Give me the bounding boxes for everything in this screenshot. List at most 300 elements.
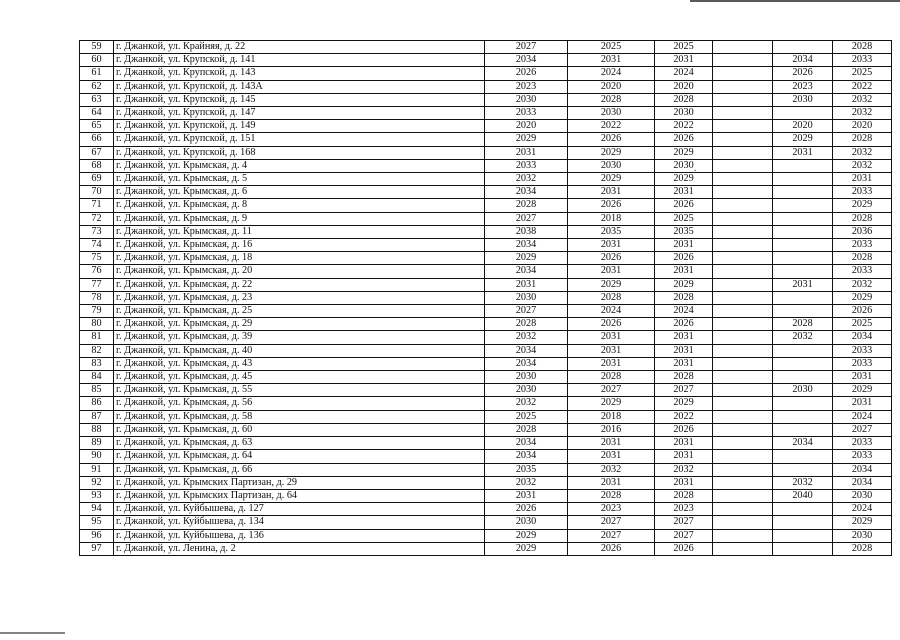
year-cell-5 [773,239,833,252]
year-cell-2: 2020 [568,80,655,93]
year-cell-5 [773,450,833,463]
year-cell-1: 2029 [485,542,568,555]
blank-cell [713,344,773,357]
year-cell-1: 2027 [485,305,568,318]
year-cell-5: 2026 [773,67,833,80]
year-cell-5 [773,503,833,516]
table-row [80,212,892,225]
row-number-cell: 97 [80,542,114,555]
table-row [80,371,892,384]
table-row [80,159,892,172]
year-cell-3: 2022 [655,120,713,133]
row-number-cell: 77 [80,278,114,291]
year-cell-5 [773,291,833,304]
row-number-cell: 67 [80,146,114,159]
row-number-cell: 73 [80,225,114,238]
address-cell: г. Джанкой, ул. Крымская, д. 16 [114,239,485,252]
year-cell-5: 2034 [773,437,833,450]
year-cell-6: 2034 [833,463,892,476]
year-cell-3: 2031 [655,331,713,344]
year-cell-2: 2027 [568,384,655,397]
year-cell-1: 2027 [485,41,568,54]
table-row [80,239,892,252]
year-cell-3: 2024 [655,67,713,80]
year-cell-3: 2031 [655,186,713,199]
year-cell-6: 2033 [833,357,892,370]
blank-cell [713,410,773,423]
year-cell-2: 2023 [568,503,655,516]
table-row [80,384,892,397]
year-cell-1: 2030 [485,291,568,304]
address-cell: г. Джанкой, ул. Крымская, д. 63 [114,437,485,450]
blank-cell [713,54,773,67]
year-cell-3: 2028 [655,291,713,304]
blank-cell [713,252,773,265]
blank-cell [713,146,773,159]
year-cell-2: 2026 [568,199,655,212]
year-cell-1: 2033 [485,107,568,120]
table-row [80,133,892,146]
blank-cell [713,41,773,54]
table-row [80,529,892,542]
year-cell-3: 2029 [655,173,713,186]
year-cell-1: 2033 [485,159,568,172]
year-cell-5 [773,410,833,423]
year-cell-6: 2033 [833,437,892,450]
year-cell-2: 2016 [568,423,655,436]
year-cell-2: 2031 [568,450,655,463]
row-number-cell: 75 [80,252,114,265]
year-cell-5 [773,159,833,172]
address-cell: г. Джанкой, ул. Крымская, д. 39 [114,331,485,344]
year-cell-6: 2029 [833,384,892,397]
blank-cell [713,516,773,529]
table-row [80,318,892,331]
blank-cell [713,371,773,384]
year-cell-6: 2030 [833,489,892,502]
year-cell-6: 2032 [833,107,892,120]
table-row [80,199,892,212]
row-number-cell: 69 [80,173,114,186]
year-cell-2: 2031 [568,476,655,489]
address-cell: г. Джанкой, ул. Крымских Партизан, д. 64 [114,489,485,502]
year-cell-2: 2035 [568,225,655,238]
row-number-cell: 89 [80,437,114,450]
address-cell: г. Джанкой, ул. Крайняя, д. 22 [114,41,485,54]
year-cell-5: 2020 [773,120,833,133]
year-cell-5: 2030 [773,384,833,397]
year-cell-5 [773,199,833,212]
year-cell-5 [773,463,833,476]
year-cell-2: 2028 [568,489,655,502]
year-cell-6: 2020 [833,120,892,133]
table-row [80,120,892,133]
address-cell: г. Джанкой, ул. Крымская, д. 22 [114,278,485,291]
address-cell: г. Джанкой, ул. Куйбышева, д. 127 [114,503,485,516]
year-cell-1: 2031 [485,489,568,502]
year-cell-2: 2028 [568,93,655,106]
year-cell-6: 2024 [833,410,892,423]
year-cell-3: 2020 [655,80,713,93]
row-number-cell: 94 [80,503,114,516]
year-cell-1: 2030 [485,516,568,529]
year-cell-2: 2031 [568,437,655,450]
year-cell-2: 2028 [568,291,655,304]
year-cell-2: 2030 [568,107,655,120]
year-cell-2: 2024 [568,67,655,80]
year-cell-6: 2028 [833,212,892,225]
year-cell-3: 2030 [655,159,713,172]
blank-cell [713,476,773,489]
table-row [80,542,892,555]
year-cell-6: 2033 [833,450,892,463]
year-cell-3: 2027 [655,529,713,542]
row-number-cell: 84 [80,371,114,384]
table-row [80,503,892,516]
row-number-cell: 91 [80,463,114,476]
year-cell-5 [773,542,833,555]
year-cell-6: 2034 [833,476,892,489]
year-cell-3: 2031 [655,437,713,450]
year-cell-1: 2030 [485,384,568,397]
row-number-cell: 74 [80,239,114,252]
row-number-cell: 66 [80,133,114,146]
table-row [80,516,892,529]
year-cell-3: 2026 [655,199,713,212]
address-cell: г. Джанкой, ул. Крымская, д. 11 [114,225,485,238]
year-cell-2: 2029 [568,173,655,186]
year-cell-1: 2034 [485,450,568,463]
year-cell-3: 2022 [655,410,713,423]
address-cell: г. Джанкой, ул. Ленина, д. 2 [114,542,485,555]
year-cell-1: 2032 [485,331,568,344]
row-number-cell: 79 [80,305,114,318]
year-cell-6: 2025 [833,67,892,80]
year-cell-6: 2034 [833,331,892,344]
blank-cell [713,278,773,291]
year-cell-6: 2033 [833,344,892,357]
year-cell-3: 2031 [655,54,713,67]
address-cell: г. Джанкой, ул. Крымская, д. 64 [114,450,485,463]
year-cell-1: 2020 [485,120,568,133]
year-cell-3: 2032 [655,463,713,476]
address-cell: г. Джанкой, ул. Крымская, д. 6 [114,186,485,199]
blank-cell [713,542,773,555]
year-cell-6: 2025 [833,318,892,331]
year-cell-1: 2031 [485,278,568,291]
table-row [80,67,892,80]
year-cell-1: 2032 [485,476,568,489]
blank-cell [713,265,773,278]
table-row [80,225,892,238]
table-row [80,397,892,410]
blank-cell [713,107,773,120]
stray-mark: . [694,163,697,173]
row-number-cell: 71 [80,199,114,212]
year-cell-5: 2031 [773,278,833,291]
row-number-cell: 86 [80,397,114,410]
row-number-cell: 85 [80,384,114,397]
year-cell-6: 2036 [833,225,892,238]
year-cell-2: 2022 [568,120,655,133]
blank-cell [713,93,773,106]
year-cell-3: 2031 [655,476,713,489]
year-cell-6: 2022 [833,80,892,93]
year-cell-1: 2023 [485,80,568,93]
year-cell-1: 2034 [485,54,568,67]
year-cell-5 [773,252,833,265]
year-cell-3: 2027 [655,384,713,397]
year-cell-5: 2029 [773,133,833,146]
address-cell: г. Джанкой, ул. Крымская, д. 43 [114,357,485,370]
year-cell-1: 2034 [485,344,568,357]
year-cell-3: 2035 [655,225,713,238]
table-row [80,265,892,278]
housing-repair-schedule-table [79,40,892,556]
year-cell-2: 2031 [568,265,655,278]
year-cell-2: 2032 [568,463,655,476]
table-row [80,423,892,436]
table-row [80,291,892,304]
blank-cell [713,239,773,252]
address-cell: г. Джанкой, ул. Крымская, д. 45 [114,371,485,384]
address-cell: г. Джанкой, ул. Крымская, д. 55 [114,384,485,397]
address-cell: г. Джанкой, ул. Крупской, д. 145 [114,93,485,106]
table-body [80,41,892,556]
year-cell-1: 2034 [485,265,568,278]
year-cell-5 [773,212,833,225]
row-number-cell: 70 [80,186,114,199]
row-number-cell: 61 [80,67,114,80]
year-cell-5 [773,173,833,186]
table-row [80,41,892,54]
blank-cell [713,318,773,331]
year-cell-6: 2031 [833,371,892,384]
year-cell-6: 2032 [833,159,892,172]
row-number-cell: 65 [80,120,114,133]
year-cell-6: 2033 [833,54,892,67]
year-cell-2: 2031 [568,54,655,67]
year-cell-2: 2031 [568,186,655,199]
year-cell-3: 2031 [655,239,713,252]
row-number-cell: 93 [80,489,114,502]
year-cell-2: 2031 [568,239,655,252]
year-cell-1: 2027 [485,212,568,225]
year-cell-5 [773,357,833,370]
address-cell: г. Джанкой, ул. Крымская, д. 40 [114,344,485,357]
year-cell-1: 2026 [485,503,568,516]
year-cell-5 [773,225,833,238]
table-row [80,463,892,476]
table-row [80,331,892,344]
table-row [80,476,892,489]
table-row [80,450,892,463]
year-cell-3: 2024 [655,305,713,318]
address-cell: г. Джанкой, ул. Крупской, д. 141 [114,54,485,67]
year-cell-3: 2026 [655,252,713,265]
table-row [80,489,892,502]
year-cell-3: 2029 [655,278,713,291]
address-cell: г. Джанкой, ул. Крымская, д. 56 [114,397,485,410]
year-cell-6: 2031 [833,397,892,410]
year-cell-3: 2031 [655,344,713,357]
year-cell-1: 2030 [485,93,568,106]
year-cell-3: 2028 [655,93,713,106]
year-cell-3: 2028 [655,489,713,502]
blank-cell [713,463,773,476]
table-row [80,146,892,159]
year-cell-3: 2027 [655,516,713,529]
year-cell-1: 2032 [485,173,568,186]
year-cell-5: 2040 [773,489,833,502]
row-number-cell: 92 [80,476,114,489]
year-cell-6: 2032 [833,146,892,159]
year-cell-6: 2030 [833,529,892,542]
year-cell-6: 2027 [833,423,892,436]
year-cell-5 [773,265,833,278]
year-cell-2: 2026 [568,318,655,331]
blank-cell [713,133,773,146]
table-row [80,107,892,120]
year-cell-3: 2031 [655,450,713,463]
address-cell: г. Джанкой, ул. Крымская, д. 8 [114,199,485,212]
year-cell-3: 2023 [655,503,713,516]
row-number-cell: 87 [80,410,114,423]
table-row [80,437,892,450]
year-cell-6: 2026 [833,305,892,318]
table-row [80,410,892,423]
year-cell-5: 2028 [773,318,833,331]
year-cell-3: 2026 [655,318,713,331]
address-cell: г. Джанкой, ул. Крымская, д. 23 [114,291,485,304]
address-cell: г. Джанкой, ул. Крымская, д. 9 [114,212,485,225]
year-cell-1: 2026 [485,67,568,80]
row-number-cell: 95 [80,516,114,529]
year-cell-2: 2031 [568,331,655,344]
address-cell: г. Джанкой, ул. Крупской, д. 143А [114,80,485,93]
blank-cell [713,331,773,344]
scan-edge-bottom [0,632,65,634]
year-cell-2: 2025 [568,41,655,54]
year-cell-1: 2028 [485,199,568,212]
row-number-cell: 88 [80,423,114,436]
year-cell-3: 2029 [655,397,713,410]
year-cell-3: 2030 [655,107,713,120]
year-cell-1: 2035 [485,463,568,476]
year-cell-6: 2033 [833,265,892,278]
blank-cell [713,384,773,397]
row-number-cell: 82 [80,344,114,357]
year-cell-2: 2029 [568,397,655,410]
year-cell-5 [773,305,833,318]
year-cell-6: 2029 [833,516,892,529]
year-cell-3: 2026 [655,133,713,146]
year-cell-2: 2030 [568,159,655,172]
year-cell-1: 2034 [485,357,568,370]
table-row [80,80,892,93]
year-cell-1: 2025 [485,410,568,423]
table-row [80,93,892,106]
row-number-cell: 83 [80,357,114,370]
blank-cell [713,80,773,93]
year-cell-3: 2025 [655,41,713,54]
scan-edge-top [690,0,900,2]
year-cell-5 [773,529,833,542]
year-cell-1: 2029 [485,252,568,265]
table-row [80,173,892,186]
year-cell-3: 2031 [655,265,713,278]
year-cell-2: 2027 [568,516,655,529]
year-cell-6: 2028 [833,41,892,54]
year-cell-2: 2026 [568,133,655,146]
row-number-cell: 76 [80,265,114,278]
row-number-cell: 60 [80,54,114,67]
row-number-cell: 62 [80,80,114,93]
row-number-cell: 78 [80,291,114,304]
row-number-cell: 68 [80,159,114,172]
year-cell-3: 2028 [655,371,713,384]
blank-cell [713,437,773,450]
blank-cell [713,503,773,516]
table-row [80,305,892,318]
year-cell-2: 2018 [568,212,655,225]
year-cell-1: 2031 [485,146,568,159]
table-row [80,252,892,265]
address-cell: г. Джанкой, ул. Крымская, д. 66 [114,463,485,476]
blank-cell [713,489,773,502]
table-row [80,357,892,370]
year-cell-1: 2029 [485,133,568,146]
year-cell-5 [773,371,833,384]
year-cell-6: 2032 [833,93,892,106]
year-cell-5 [773,516,833,529]
year-cell-5: 2034 [773,54,833,67]
year-cell-2: 2029 [568,146,655,159]
row-number-cell: 64 [80,107,114,120]
address-cell: г. Джанкой, ул. Крымская, д. 60 [114,423,485,436]
year-cell-5: 2030 [773,93,833,106]
row-number-cell: 96 [80,529,114,542]
year-cell-5: 2031 [773,146,833,159]
address-cell: г. Джанкой, ул. Крупской, д. 147 [114,107,485,120]
row-number-cell: 90 [80,450,114,463]
year-cell-6: 2032 [833,278,892,291]
year-cell-6: 2029 [833,291,892,304]
year-cell-2: 2026 [568,542,655,555]
year-cell-1: 2038 [485,225,568,238]
blank-cell [713,305,773,318]
year-cell-3: 2029 [655,146,713,159]
blank-cell [713,199,773,212]
year-cell-5: 2023 [773,80,833,93]
blank-cell [713,357,773,370]
year-cell-6: 2024 [833,503,892,516]
address-cell: г. Джанкой, ул. Крымская, д. 20 [114,265,485,278]
year-cell-3: 2026 [655,542,713,555]
year-cell-2: 2028 [568,371,655,384]
year-cell-5: 2032 [773,331,833,344]
address-cell: г. Джанкой, ул. Крупской, д. 149 [114,120,485,133]
table-row [80,278,892,291]
year-cell-1: 2034 [485,437,568,450]
table-row [80,344,892,357]
row-number-cell: 59 [80,41,114,54]
address-cell: г. Джанкой, ул. Крымская, д. 29 [114,318,485,331]
blank-cell [713,423,773,436]
year-cell-2: 2026 [568,252,655,265]
year-cell-5 [773,344,833,357]
year-cell-5 [773,186,833,199]
